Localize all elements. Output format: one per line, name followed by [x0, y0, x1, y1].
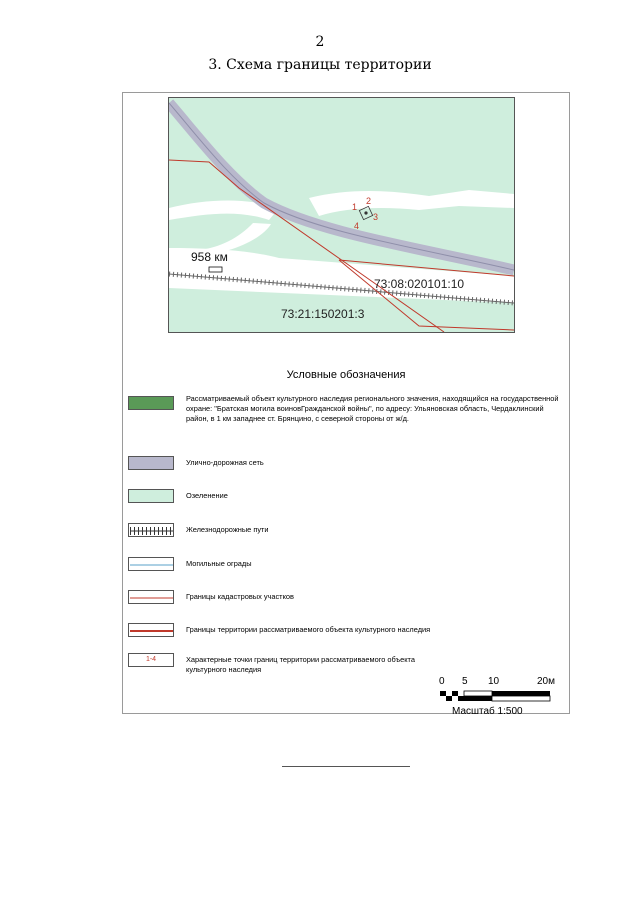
scale-caption: Масштаб 1:500 — [452, 706, 523, 717]
boundary-point-1: 1 — [352, 202, 358, 212]
heritage-object-swatch — [128, 396, 174, 410]
legend-title: Условные обозначения — [286, 369, 406, 381]
boundary-point-2: 2 — [366, 196, 372, 206]
territory-boundary-swatch — [128, 623, 174, 637]
legend-text: Железнодорожные пути — [186, 525, 269, 534]
map-canvas — [169, 98, 514, 332]
legend-text: Озеленение — [186, 491, 228, 500]
scale-graphic — [440, 690, 552, 702]
scale-tick-label: 5 — [462, 676, 468, 687]
scale-tick-label: 10 — [488, 676, 500, 687]
scale-tick-label: 20м — [537, 676, 555, 687]
boundary-points-symbol: 1-4 — [128, 653, 174, 667]
cadastral-boundary-swatch — [128, 590, 174, 604]
territory-map — [168, 97, 515, 333]
greenery-swatch — [128, 489, 174, 503]
heritage-object — [364, 211, 367, 214]
page-number: 2 — [315, 34, 325, 50]
legend-text: Характерные точки границ территории рассматриваемого объекта культурного наследия — [186, 655, 415, 674]
railway-swatch — [128, 523, 174, 537]
legend-text: Рассматриваемый объект культурного наследия регионального значения, находящийся на государственной охране: "Братская могила воиновГражданской войны", по адресу: Ульяновская область, Чердаклинский район, в 1 км западнее ст. Брянцино, с северной стороны от ж/д. — [186, 394, 559, 423]
scale-tick-label: 0 — [439, 676, 445, 687]
legend-text: Улично-дорожная сеть — [186, 458, 264, 467]
white-area — [309, 190, 514, 216]
legend-text: Могильные ограды — [186, 559, 252, 568]
footer-rule — [282, 766, 410, 767]
km-marker-sign — [209, 267, 222, 272]
white-area — [199, 223, 271, 250]
legend-text: Границы территории рассматриваемого объекта культурного наследия — [186, 625, 431, 634]
road-swatch — [128, 456, 174, 470]
legend-text: Границы кадастровых участков — [186, 592, 294, 601]
boundary-point-3: 3 — [373, 212, 379, 222]
cadastral-number-b: 73:21:150201:3 — [281, 307, 365, 321]
boundary-point-4: 4 — [354, 221, 360, 231]
page-title: 3. Схема границы территории — [208, 57, 432, 73]
grave-fence-swatch — [128, 557, 174, 571]
km-marker-label: 958 км — [191, 250, 228, 264]
cadastral-number-a: 73:08:020101:10 — [374, 277, 465, 291]
